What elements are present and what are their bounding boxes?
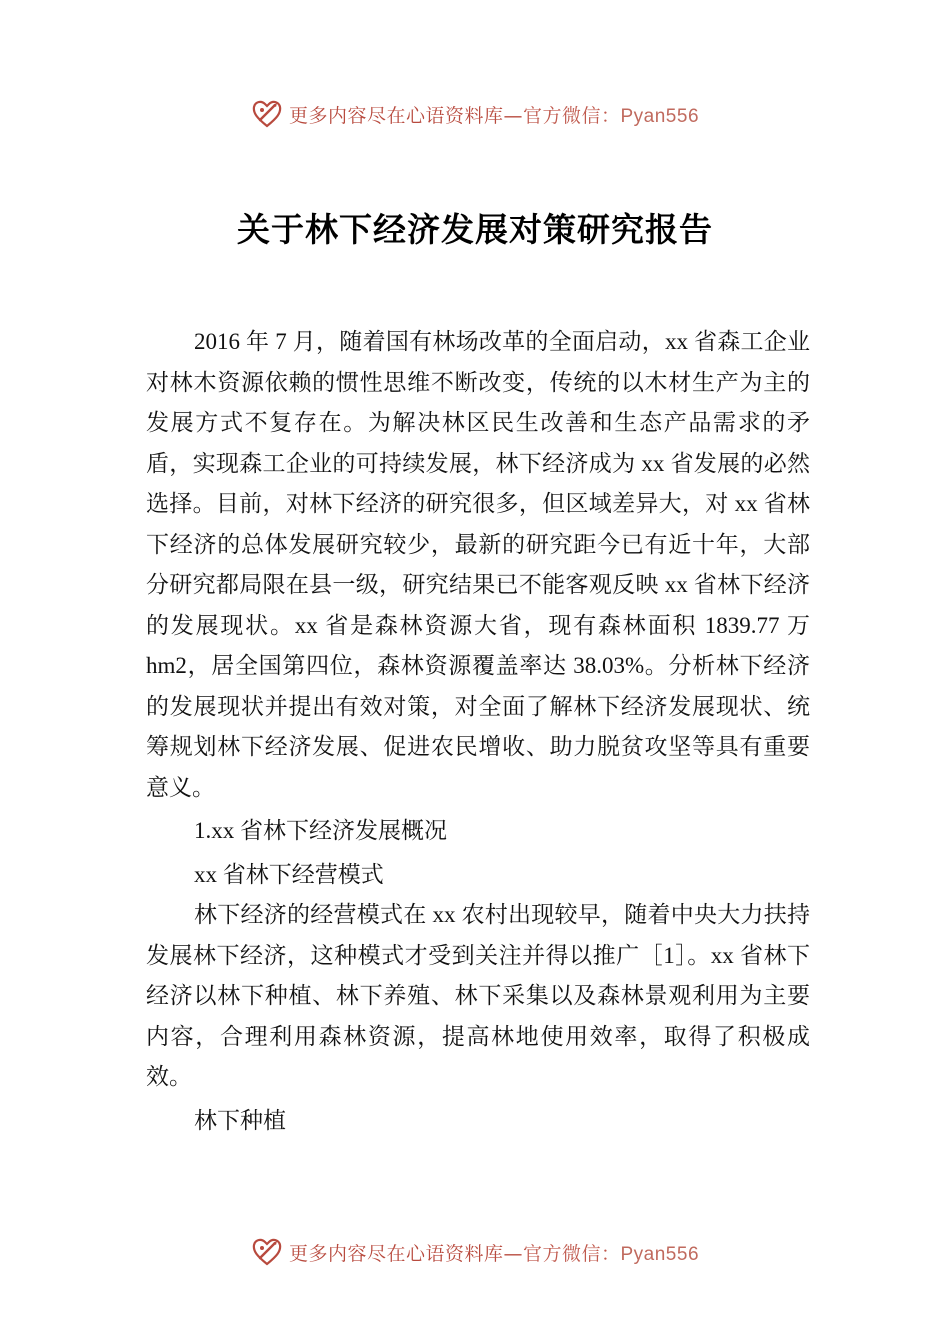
- watermark-slogan: 更多内容尽在心语资料库: [288, 1242, 504, 1265]
- watermark-text: [289, 101, 699, 128]
- model-paragraph: 林下经济的经营模式在 xx 农村出现较早，随着中央大力扶持发展林下经济，这种模式才受到关注并得以推广［1］。xx 省林下经济以林下种植、林下养殖、林下采集以及森林景观利用为主要内容，合理利用森林资源，提高林地使用效率，取得了积极成效。: [146, 902, 810, 1089]
- watermark-text: [289, 1239, 699, 1266]
- footer-watermark: [0, 1232, 950, 1272]
- document-body: [146, 322, 810, 1141]
- intro-paragraph: 2016 年 7 月，随着国有林场改革的全面启动，xx 省森工企业对林木资源依赖的惯性思维不断改变，传统的以木材生产为主的发展方式不复存在。为解决林区民生改善和生态产品需求的矛盾，实现森工企业的可持续发展，林下经济成为 xx 省发展的必然选择。目前，对林下经济的研究很多，但区域差异大，对 xx 省林下经济的总体发展研究较少，最新的研究距今已有近十年，大部分研究都局限在县一级，研究结果已不能客观反映 xx 省林下经济的发展现状。xx 省是森林资源大省，现有森林面积 1839.77 万 hm2，居全国第四位，森林资源覆盖率达 38.03%。分析林下经济的发展现状并提出有效对策，对全面了解林下经济发展现状、统筹规划林下经济发展、促进农民增收、助力脱贫攻坚等具有重要意义。: [146, 329, 811, 800]
- header-watermark: [0, 94, 950, 134]
- subsubsection-heading: 林下种植: [194, 1107, 286, 1133]
- document-title: 关于林下经济发展对策研究报告: [237, 210, 713, 249]
- header-watermark-inner: [251, 98, 699, 130]
- heart-logo-icon: [251, 98, 283, 130]
- watermark-wechat-id: Pyan556: [620, 105, 700, 127]
- watermark-wechat-id: Pyan556: [620, 1243, 700, 1265]
- watermark-wechat-label: 官方微信：: [522, 104, 621, 127]
- section-heading: 1.xx 省林下经济发展概况: [194, 818, 447, 843]
- footer-watermark-inner: [251, 1236, 699, 1268]
- watermark-wechat-label: 官方微信：: [522, 1242, 621, 1265]
- watermark-slogan: 更多内容尽在心语资料库: [288, 104, 504, 127]
- subsection-heading: xx 省林下经营模式: [194, 861, 384, 887]
- heart-logo-icon: [251, 1236, 283, 1268]
- watermark-separator: —: [503, 1242, 523, 1265]
- watermark-separator: —: [503, 104, 523, 127]
